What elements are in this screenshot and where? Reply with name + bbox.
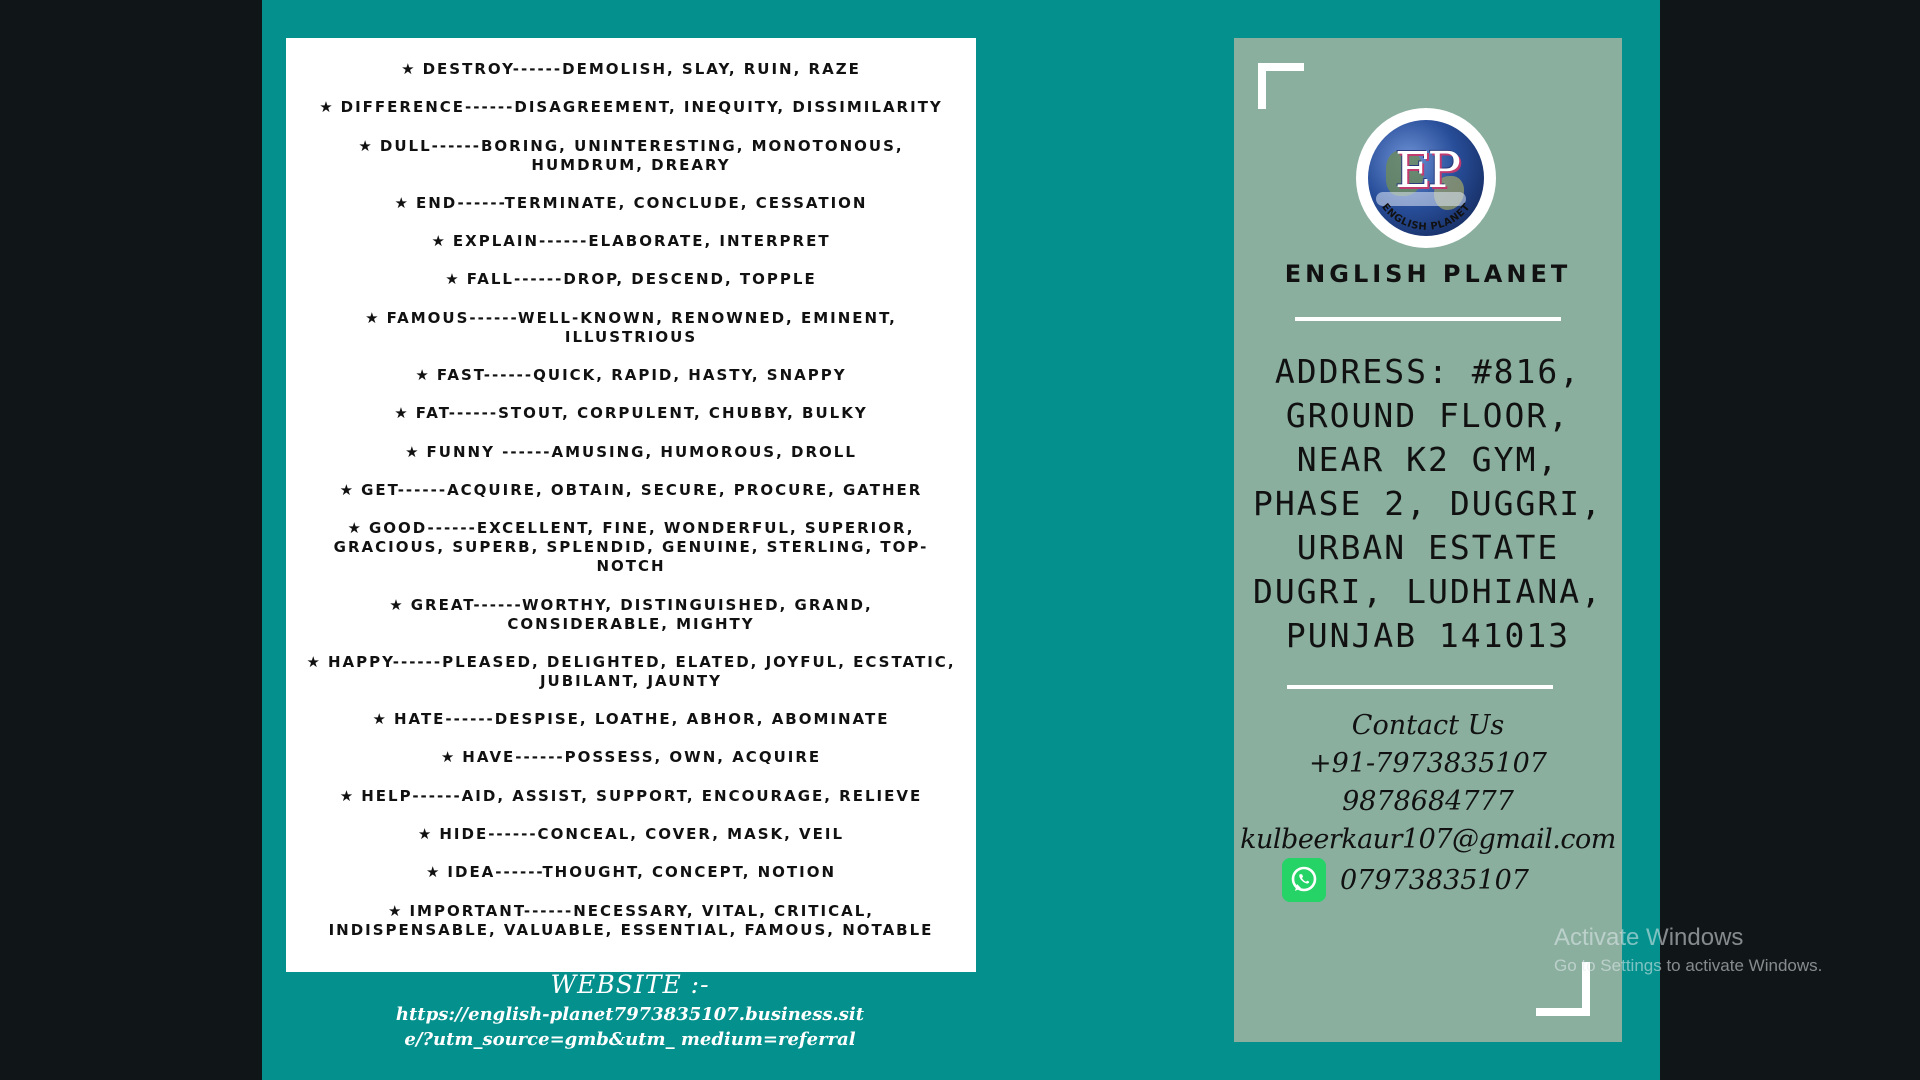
star-icon: ★ [365, 308, 381, 327]
synonym-entry [306, 366, 956, 385]
svg-text:ENGLISH PLANET [1379, 202, 1472, 233]
corner-bracket-top-left [1258, 63, 1304, 109]
synonym-text: FAT------STOUT, CORPULENT, CHUBBY, BULKY [415, 404, 868, 423]
star-icon: ★ [388, 901, 404, 920]
english-planet-logo [1356, 108, 1496, 248]
whatsapp-contact[interactable] [1282, 858, 1529, 902]
synonym-entry [306, 60, 956, 79]
whatsapp-number[interactable]: 07973835107 [1340, 864, 1529, 896]
synonym-entry [306, 863, 956, 882]
synonym-text: HIDE------CONCEAL, COVER, MASK, VEIL [439, 825, 845, 844]
logo-monogram: EP [1394, 141, 1458, 199]
star-icon: ★ [440, 748, 457, 767]
synonym-text: DIFFERENCE------DISAGREEMENT, INEQUITY, DISSIMILARITY [340, 98, 943, 117]
synonym-text: HATE------DESPISE, LOATHE, ABHOR, ABOMINATE [393, 710, 890, 729]
synonym-entry [306, 825, 956, 844]
contact-heading: Contact Us [1351, 710, 1505, 741]
star-icon: ★ [425, 863, 442, 882]
synonym-entry [306, 404, 956, 423]
divider-bottom [1287, 685, 1553, 689]
star-icon: ★ [389, 595, 405, 614]
watermark-title: Activate Windows [1554, 924, 1744, 951]
synonym-entry [306, 194, 956, 213]
star-icon: ★ [394, 193, 410, 212]
synonym-entry [306, 137, 956, 175]
synonym-text: HAPPY------PLEASED, DELIGHTED, ELATED, JOYFUL, ECSTATIC, JUBILANT, JAUNTY [327, 652, 956, 690]
star-icon: ★ [358, 136, 374, 155]
synonym-entry [306, 309, 956, 347]
star-icon: ★ [445, 270, 461, 289]
synonym-entry [306, 902, 956, 940]
synonym-text: FUNNY ------AMUSING, HUMOROUS, DROLL [426, 442, 857, 461]
address-text: ADDRESS: #816, GROUND FLOOR, NEAR K2 GYM, PHASE 2, DUGGRI, URBAN ESTATE DUGRI, LUDHIANA, PUNJAB 141013 [1253, 352, 1603, 655]
synonym-entry [306, 710, 956, 729]
synonym-text: GOOD------EXCELLENT, FINE, WONDERFUL, SUPERIOR, GRACIOUS, SUPERB, SPLENDID, GENUINE, STERLING, TOP-NOTCH [333, 519, 929, 576]
star-icon: ★ [405, 442, 421, 461]
synonym-entry [306, 596, 956, 634]
synonym-text: HELP------AID, ASSIST, SUPPORT, ENCOURAGE, RELIEVE [361, 786, 923, 805]
star-icon: ★ [347, 519, 363, 538]
synonym-entry [306, 98, 956, 117]
star-icon: ★ [319, 98, 335, 117]
brand-name: ENGLISH PLANET [1284, 260, 1572, 288]
whatsapp-icon [1282, 858, 1326, 902]
phone-secondary[interactable]: 9878684777 [1342, 786, 1514, 817]
email-address[interactable]: kulbeerkaur107@gmail.com [1240, 824, 1616, 855]
synonym-text: DULL------BORING, UNINTERESTING, MONOTONOUS, HUMDRUM, DREARY [379, 136, 904, 174]
synonym-text: FALL------DROP, DESCEND, TOPPLE [466, 270, 817, 289]
star-icon: ★ [401, 60, 417, 78]
synonym-entry [306, 481, 956, 500]
synonym-text: FAMOUS------WELL-KNOWN, RENOWNED, EMINENT, ILLUSTRIOUS [386, 308, 897, 346]
synonym-text: IMPORTANT------NECESSARY, VITAL, CRITICAL, INDISPENSABLE, VALUABLE, ESSENTIAL, FAMOUS, NOTABLE [328, 901, 934, 939]
contact-block [1234, 707, 1622, 859]
website-label: WEBSITE :- [550, 970, 710, 999]
synonym-text: HAVE------POSSESS, OWN, ACQUIRE [462, 748, 822, 767]
website-url[interactable]: https://english-planet7973835107.business.site/?utm_source=gmb&utm_ medium=referral [395, 1004, 865, 1050]
synonym-entry [306, 232, 956, 251]
star-icon: ★ [415, 366, 431, 385]
star-icon: ★ [417, 825, 434, 844]
star-icon: ★ [372, 710, 388, 729]
logo-ring-text [1356, 108, 1496, 248]
synonym-text: DESTROY------DEMOLISH, SLAY, RUIN, RAZE [422, 60, 861, 78]
website-block [262, 970, 998, 1052]
divider-top [1295, 317, 1561, 321]
flyer [262, 0, 1660, 1080]
phone-primary[interactable]: +91-7973835107 [1309, 748, 1547, 779]
synonym-entry [306, 443, 956, 462]
star-icon: ★ [339, 480, 356, 499]
synonym-text: EXPLAIN------ELABORATE, INTERPRET [452, 232, 831, 251]
synonym-entry [306, 519, 956, 576]
star-icon: ★ [431, 232, 447, 251]
activate-windows-watermark [1554, 922, 1822, 978]
synonym-text: FAST------QUICK, RAPID, HASTY, SNAPPY [436, 366, 847, 385]
synonym-card [286, 38, 976, 972]
synonym-entry [306, 653, 956, 691]
synonym-list [306, 60, 956, 959]
synonym-text: GET------ACQUIRE, OBTAIN, SECURE, PROCURE, GATHER [361, 480, 923, 499]
synonym-text: GREAT------WORTHY, DISTINGUISHED, GRAND, CONSIDERABLE, MIGHTY [410, 595, 873, 633]
star-icon: ★ [339, 786, 356, 805]
synonym-entry [306, 787, 956, 806]
logo-ring-label: ENGLISH PLANET [1379, 201, 1473, 233]
synonym-entry [306, 270, 956, 289]
star-icon: ★ [306, 652, 322, 671]
watermark-subtitle: Go to Settings to activate Windows. [1554, 956, 1823, 975]
star-icon: ★ [394, 404, 410, 423]
synonym-text: IDEA------THOUGHT, CONCEPT, NOTION [447, 863, 837, 882]
synonym-text: END------TERMINATE, CONCLUDE, CESSATION [415, 193, 868, 212]
synonym-entry [306, 748, 956, 767]
contact-panel [1234, 38, 1622, 1042]
